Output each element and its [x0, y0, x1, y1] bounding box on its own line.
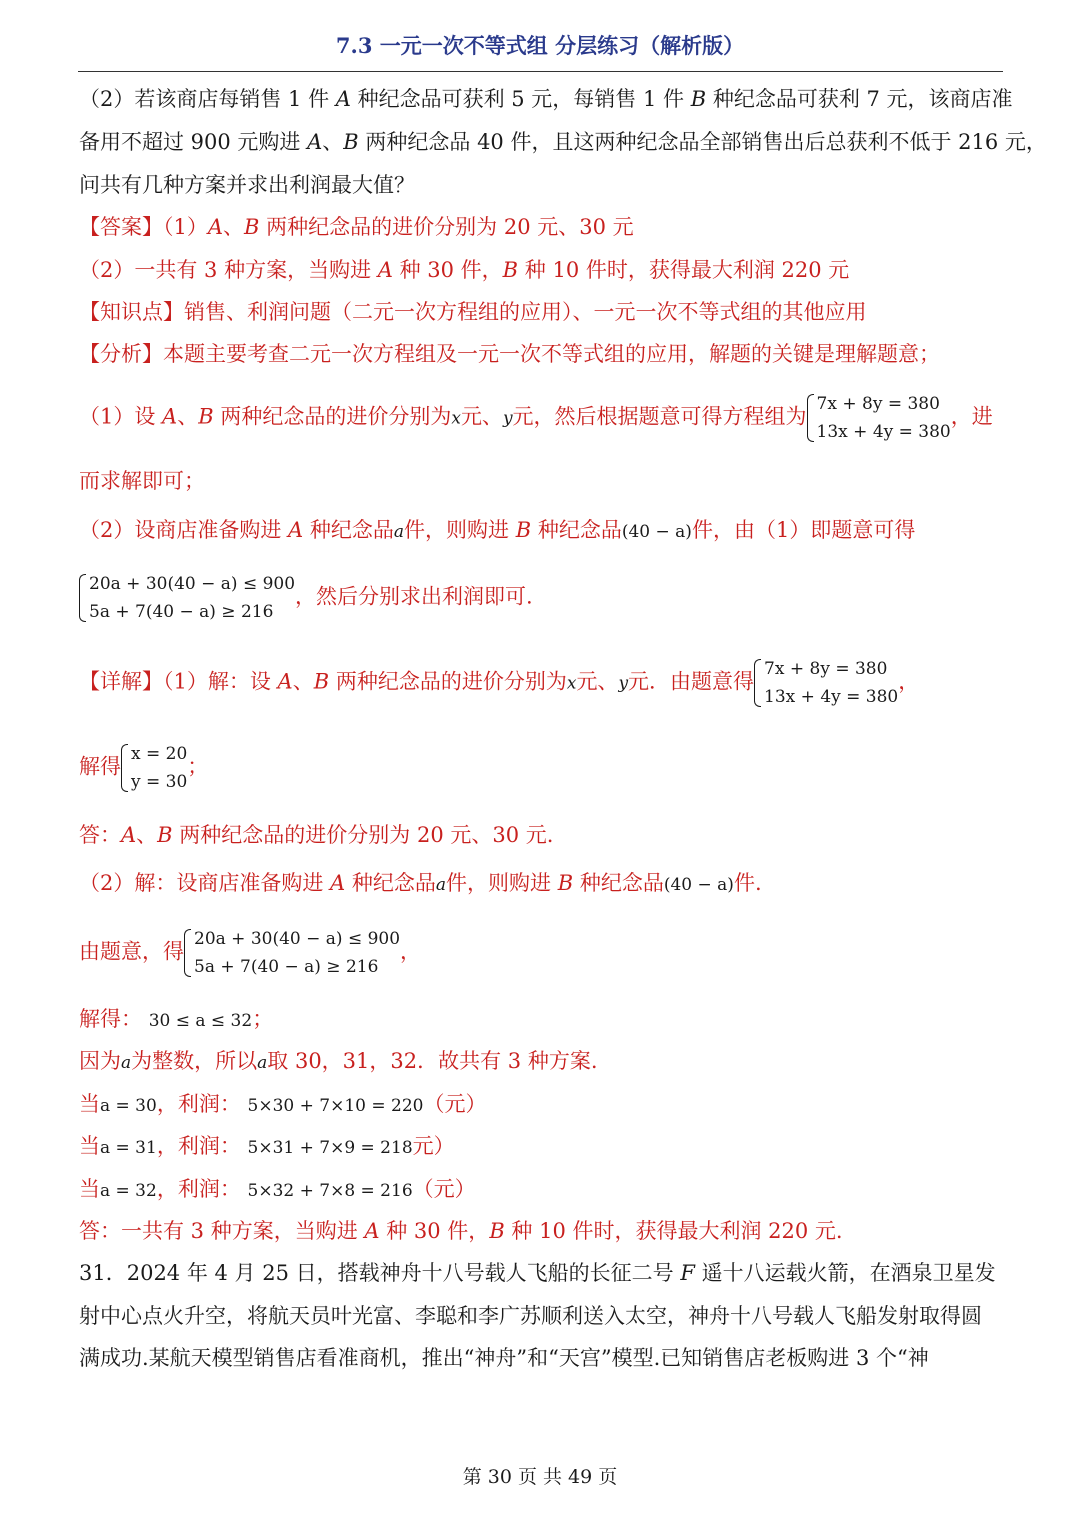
solution-system: x = 20 y = 30 [121, 740, 187, 796]
question-line: 备用不超过 900 元购进 A、B 两种纪念品 40 件，且这两种纪念品全部销售出后总获利不低于 216 元， [79, 130, 1047, 154]
equation-system: 7x + 8y = 380 13x + 4y = 380 [807, 390, 951, 446]
profit-case: 当a = 32，利润： 5×32 + 7×8 = 216（元） [79, 1177, 476, 1201]
analysis-line: （2）设商店准备购进 A 种纪念品a件，则购进 B 种纪念品(40 − a)件，由（1）即题意可得 [79, 518, 916, 542]
profit-case: 当a = 31，利润： 5×31 + 7×9 = 218元） [79, 1134, 455, 1158]
detail-line: 答：一共有 3 种方案，当购进 A 种 30 件，B 种 10 件时，获得最大利润 220 元. [79, 1219, 843, 1243]
page-footer: 第 30 页 共 49 页 [462, 1466, 618, 1488]
header-rule [78, 71, 1003, 72]
analysis-line: 20a + 30(40 − a) ≤ 900 5a + 7(40 − a) ≥ 216 ，然后分别求出利润即可. [79, 570, 1009, 626]
analysis-line: （1）设 A、B 两种纪念品的进价分别为x元、y元，然后根据题意可得方程组为 7x + 8y = 380 13x + 4y = 380 ，进 [79, 390, 1009, 446]
analysis-tag: 【分析】 [79, 342, 163, 366]
question-line: 31．2024 年 4 月 25 日，搭载神舟十八号载人飞船的长征二号 F 遥十八运载火箭，在酒泉卫星发 [79, 1261, 996, 1285]
question-line: 满成功.某航天模型销售店看准商机，推出“神舟”和“天宫”模型.已知销售店老板购进 3 个“神 [79, 1346, 929, 1370]
inequality-system: 20a + 30(40 − a) ≤ 900 5a + 7(40 − a) ≥ 216 [184, 925, 400, 981]
knowledge-tag: 【知识点】 [79, 300, 184, 324]
answer-line: （2）一共有 3 种方案，当购进 A 种 30 件，B 种 10 件时，获得最大利润 220 元 [79, 258, 850, 282]
detail-tag: 【详解】 [79, 669, 163, 694]
answer-tag: 【答案】 [79, 215, 163, 239]
question-line: 问共有几种方案并求出利润最大值？ [79, 173, 415, 197]
detail-line: 【详解】（1）解：设 A、B 两种纪念品的进价分别为x元、y元．由题意得 7x + 8y = 380 13x + 4y = 380 ， [79, 655, 1009, 711]
equation-system: 7x + 8y = 380 13x + 4y = 380 [754, 655, 898, 711]
analysis-line: 【分析】本题主要考查二元一次方程组及一元一次不等式组的应用，解题的关键是理解题意； [79, 342, 940, 366]
detail-line: 解得 x = 20 y = 30 ； [79, 740, 1009, 796]
detail-line: 答：A、B 两种纪念品的进价分别为 20 元、30 元. [79, 823, 554, 847]
page-header: 7.3 一元一次不等式组 分层练习（解析版） [335, 33, 745, 58]
inequality-system: 20a + 30(40 − a) ≤ 900 5a + 7(40 − a) ≥ 216 [79, 570, 295, 626]
knowledge-line: 【知识点】销售、利润问题（二元一次方程组的应用）、一元一次不等式组的其他应用 [79, 300, 867, 324]
detail-line: 由题意，得 20a + 30(40 − a) ≤ 900 5a + 7(40 − a) ≥ 216 ， [79, 925, 1009, 981]
profit-case: 当a = 30，利润： 5×30 + 7×10 = 220（元） [79, 1092, 487, 1116]
question-line: （2）若该商店每销售 1 件 A 种纪念品可获利 5 元，每销售 1 件 B 种纪念品可获利 7 元，该商店准 [79, 87, 1013, 111]
question-line: 射中心点火升空，将航天员叶光富、李聪和李广苏顺利送入太空，神舟十八号载人飞船发射取得圆 [79, 1304, 982, 1328]
detail-line: 解得： 30 ≤ a ≤ 32； [79, 1007, 274, 1031]
analysis-line: 而求解即可； [79, 469, 205, 493]
detail-line: 因为a为整数，所以a取 30，31，32．故共有 3 种方案. [79, 1049, 598, 1073]
answer-line: 【答案】（1）A、B 两种纪念品的进价分别为 20 元、30 元 [79, 215, 634, 239]
detail-line: （2）解：设商店准备购进 A 种纪念品a件，则购进 B 种纪念品(40 − a)件. [79, 871, 762, 895]
